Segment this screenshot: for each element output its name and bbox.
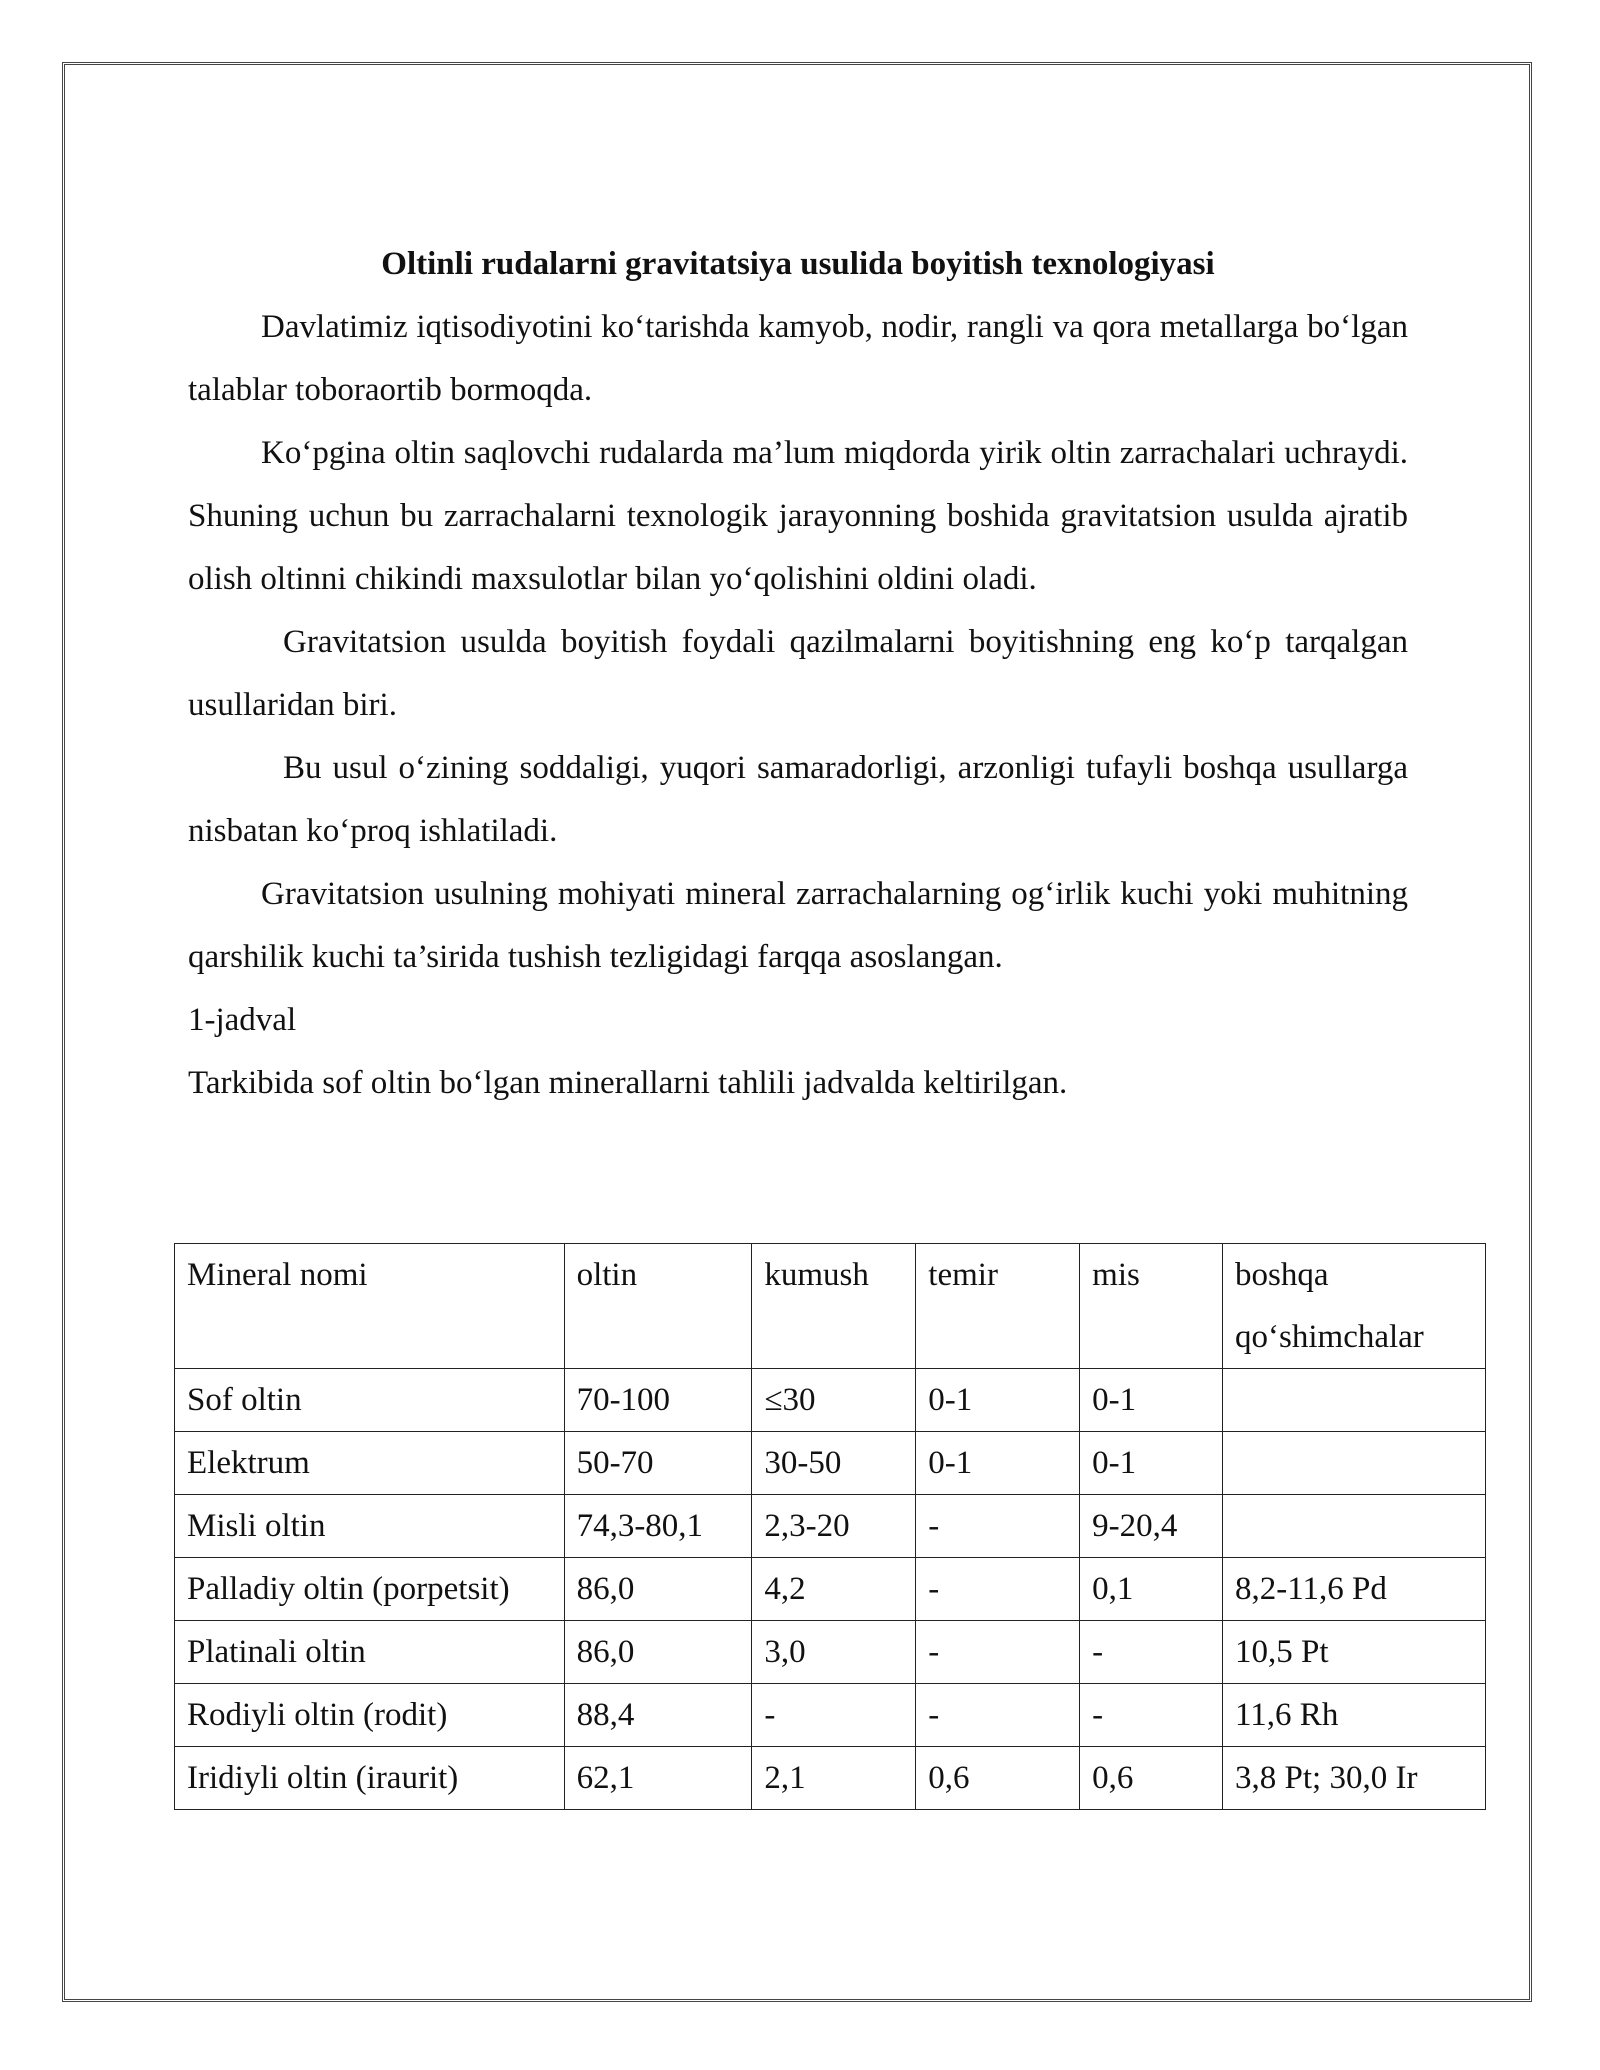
table-caption: Tarkibida sof oltin bo‘lgan minerallarni tahlili jadvalda keltirilgan. bbox=[188, 1065, 1068, 1101]
paragraph-5: Gravitatsion usulning mohiyati mineral zarrachalarning og‘irlik kuchi yoki muhitning qarshilik kuchi ta’sirida tushish tezligidagi farqqa asoslangan. bbox=[188, 876, 1408, 975]
table-cell: 62,1 bbox=[564, 1747, 752, 1810]
table-row bbox=[175, 1558, 1486, 1621]
table-cell: 0,1 bbox=[1080, 1558, 1223, 1621]
table-cell: 70-100 bbox=[564, 1369, 752, 1432]
table-cell: Palladiy oltin (porpetsit) bbox=[175, 1558, 565, 1621]
table-cell: 8,2-11,6 Pd bbox=[1223, 1558, 1486, 1621]
minerals-table bbox=[174, 1243, 1486, 1810]
header-cell: mis bbox=[1080, 1244, 1223, 1369]
header-cell bbox=[1223, 1244, 1486, 1369]
document-title: Oltinli rudalarni gravitatsiya usulida boyitish texnologiyasi bbox=[381, 246, 1215, 282]
table-cell: 86,0 bbox=[564, 1621, 752, 1684]
table-cell: - bbox=[916, 1621, 1080, 1684]
table-cell bbox=[1223, 1369, 1486, 1432]
table-cell: 10,5 Pt bbox=[1223, 1621, 1486, 1684]
document-body bbox=[188, 233, 1408, 1115]
header-cell: kumush bbox=[752, 1244, 916, 1369]
table-cell: Misli oltin bbox=[175, 1495, 565, 1558]
table-cell: 74,3-80,1 bbox=[564, 1495, 752, 1558]
table-cell: Sof oltin bbox=[175, 1369, 565, 1432]
table-row bbox=[175, 1747, 1486, 1810]
table-cell: 0,6 bbox=[916, 1747, 1080, 1810]
header-cell: Mineral nomi bbox=[175, 1244, 565, 1369]
table-cell: Iridiyli oltin (iraurit) bbox=[175, 1747, 565, 1810]
header-cell: oltin bbox=[564, 1244, 752, 1369]
table-row bbox=[175, 1495, 1486, 1558]
table-row bbox=[175, 1432, 1486, 1495]
table-cell: 86,0 bbox=[564, 1558, 752, 1621]
table-cell: - bbox=[916, 1495, 1080, 1558]
table-cell: - bbox=[916, 1684, 1080, 1747]
table-cell bbox=[1223, 1495, 1486, 1558]
table-cell: Rodiyli oltin (rodit) bbox=[175, 1684, 565, 1747]
table-cell: 11,6 Rh bbox=[1223, 1684, 1486, 1747]
table-cell: 0-1 bbox=[916, 1432, 1080, 1495]
paragraph-3: Gravitatsion usulda boyitish foydali qazilmalarni boyitishning eng ko‘p tarqalgan usullaridan biri. bbox=[188, 624, 1408, 723]
table-cell: 0,6 bbox=[1080, 1747, 1223, 1810]
table-cell: - bbox=[1080, 1621, 1223, 1684]
table-row bbox=[175, 1369, 1486, 1432]
table-cell bbox=[1223, 1432, 1486, 1495]
table-body bbox=[175, 1244, 1486, 1810]
table-row bbox=[175, 1621, 1486, 1684]
table-cell: 2,3-20 bbox=[752, 1495, 916, 1558]
table-cell: - bbox=[916, 1558, 1080, 1621]
table-cell: 4,2 bbox=[752, 1558, 916, 1621]
table-cell: Platinali oltin bbox=[175, 1621, 565, 1684]
table-cell: 0-1 bbox=[916, 1369, 1080, 1432]
table-cell: 9-20,4 bbox=[1080, 1495, 1223, 1558]
table-cell: ≤30 bbox=[752, 1369, 916, 1432]
table-cell: - bbox=[752, 1684, 916, 1747]
paragraph-1: Davlatimiz iqtisodiyotini ko‘tarishda kamyob, nodir, rangli va qora metallarga bo‘lgan talablar toboraortib bormoqda. bbox=[188, 309, 1408, 408]
header-cell-text: boshqa qo‘shimchalar bbox=[1235, 1257, 1424, 1355]
table-cell: 0-1 bbox=[1080, 1369, 1223, 1432]
table-cell: 3,0 bbox=[752, 1621, 916, 1684]
header-cell: temir bbox=[916, 1244, 1080, 1369]
paragraph-4: Bu usul o‘zining soddaligi, yuqori samaradorligi, arzonligi tufayli boshqa usullarga nisbatan ko‘proq ishlatiladi. bbox=[188, 750, 1408, 849]
table-cell: - bbox=[1080, 1684, 1223, 1747]
table-row bbox=[175, 1684, 1486, 1747]
paragraph-2: Ko‘pgina oltin saqlovchi rudalarda ma’lum miqdorda yirik oltin zarrachalari uchraydi. Shuning uchun bu zarrachalarni texnologik jarayonning boshida gravitatsion usulda ajratib olish oltinni chikindi maxsulotlar bilan yo‘qolishini oldini oladi. bbox=[188, 435, 1408, 597]
table-cell: 30-50 bbox=[752, 1432, 916, 1495]
table-label: 1-jadval bbox=[188, 1002, 297, 1038]
table-cell: 50-70 bbox=[564, 1432, 752, 1495]
table-cell: 2,1 bbox=[752, 1747, 916, 1810]
table-cell: 0-1 bbox=[1080, 1432, 1223, 1495]
table-cell: Elektrum bbox=[175, 1432, 565, 1495]
table-cell: 3,8 Pt; 30,0 Ir bbox=[1223, 1747, 1486, 1810]
table-cell: 88,4 bbox=[564, 1684, 752, 1747]
table-header-row bbox=[175, 1244, 1486, 1369]
